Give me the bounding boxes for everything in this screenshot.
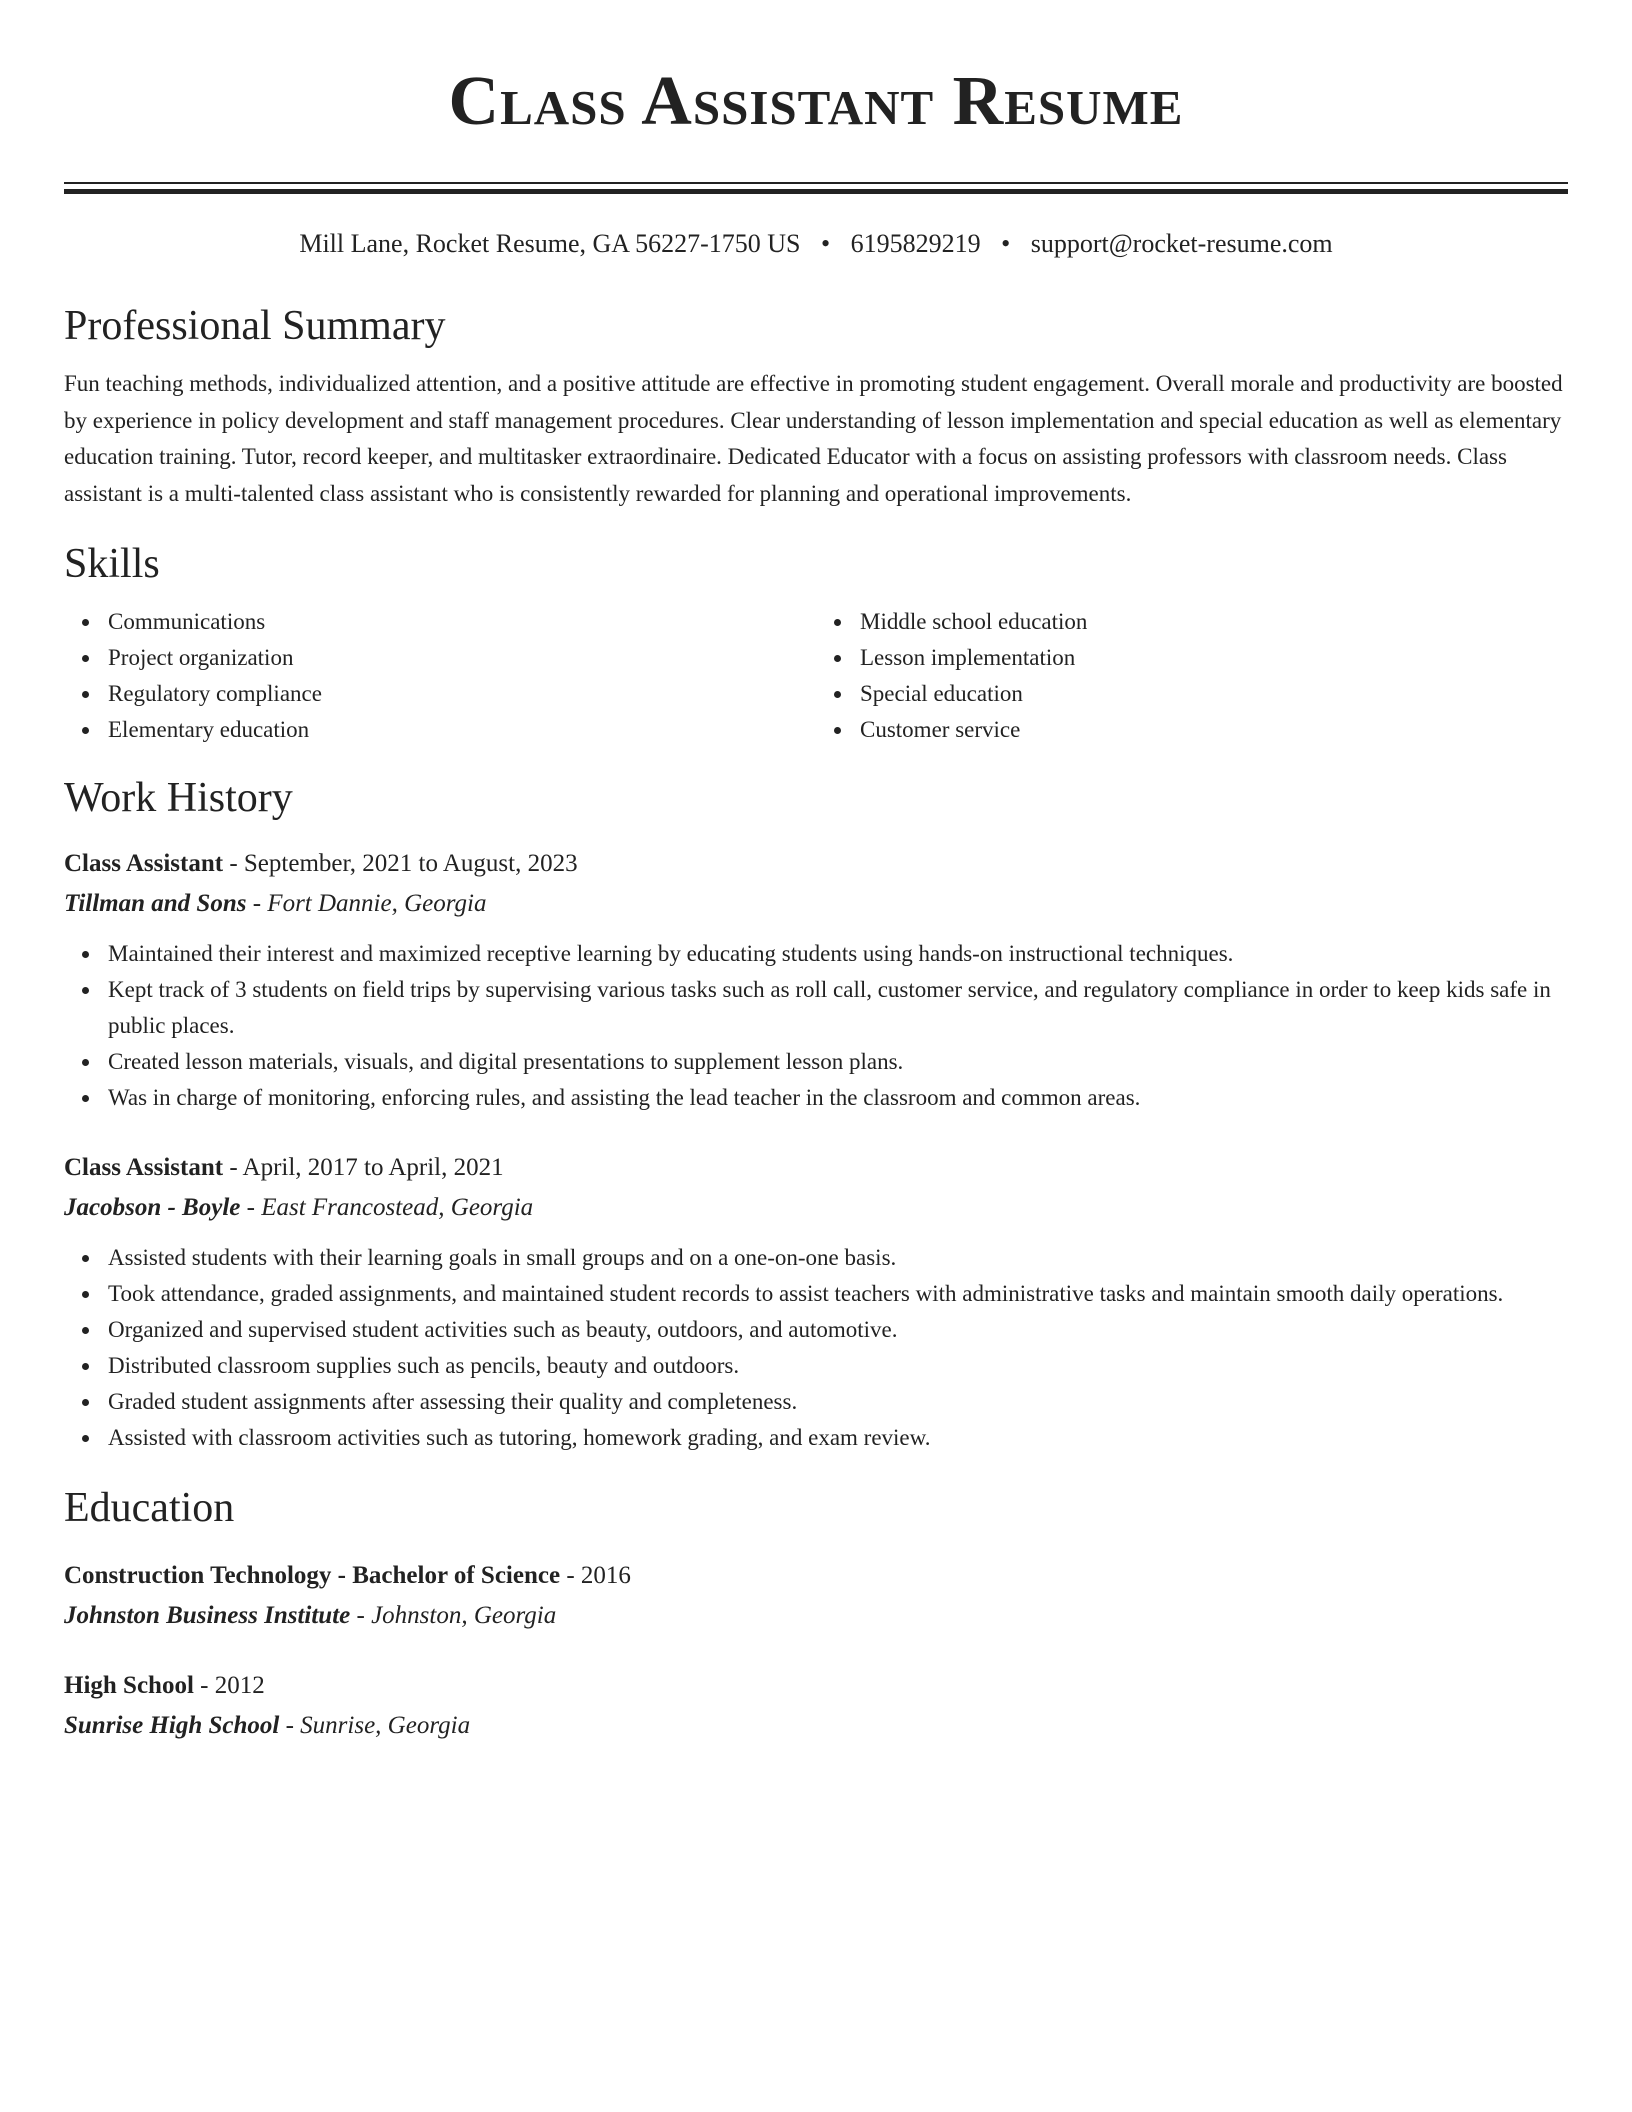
job-bullet: Distributed classroom supplies such as pencils, beauty and outdoors. bbox=[108, 1348, 1568, 1384]
job-company: Tillman and Sons bbox=[64, 890, 247, 917]
job-employer bbox=[64, 884, 1568, 924]
resume-title: Class Assistant Resume bbox=[448, 63, 1184, 140]
education-entry bbox=[64, 1556, 1568, 1636]
skill-item: Special education bbox=[860, 676, 1568, 712]
skills-section bbox=[64, 538, 1568, 748]
education-entry bbox=[64, 1666, 1568, 1746]
education-degree: Construction Technology - Bachelor of Science bbox=[64, 1562, 561, 1589]
education-degree: High School bbox=[64, 1672, 194, 1699]
skills-list-right bbox=[816, 604, 1568, 748]
job-entry bbox=[64, 1148, 1568, 1456]
education-year: - 2012 bbox=[200, 1672, 265, 1699]
contact-separator: • bbox=[821, 229, 831, 258]
skill-item: Project organization bbox=[108, 640, 816, 676]
job-header bbox=[64, 844, 1568, 884]
work-history-section bbox=[64, 772, 1568, 1456]
job-bullet: Assisted students with their learning goals in small groups and on a one-on-one basis. bbox=[108, 1240, 1568, 1276]
job-title: Class Assistant bbox=[64, 850, 224, 877]
job-bullet: Was in charge of monitoring, enforcing rules, and assisting the lead teacher in the classroom and common areas. bbox=[108, 1080, 1568, 1116]
job-bullet: Assisted with classroom activities such as tutoring, homework grading, and exam review. bbox=[108, 1420, 1568, 1456]
education-school: Johnston Business Institute bbox=[64, 1602, 351, 1629]
job-bullet: Maintained their interest and maximized receptive learning by educating students using hands-on instructional techniques. bbox=[108, 936, 1568, 972]
contact-phone: 6195829219 bbox=[850, 229, 981, 258]
education-school: Sunrise High School bbox=[64, 1712, 280, 1739]
education-section bbox=[64, 1482, 1568, 1746]
job-company: Jacobson - Boyle bbox=[64, 1194, 241, 1221]
summary-section bbox=[64, 300, 1568, 512]
job-bullet-list bbox=[64, 936, 1568, 1116]
skills-list-left bbox=[64, 604, 816, 748]
summary-heading: Professional Summary bbox=[64, 303, 446, 349]
education-location: - Sunrise, Georgia bbox=[285, 1712, 471, 1739]
job-location: - East Francostead, Georgia bbox=[246, 1194, 534, 1221]
education-heading: Education bbox=[64, 1485, 235, 1531]
job-bullet: Created lesson materials, visuals, and digital presentations to supplement lesson plans. bbox=[108, 1044, 1568, 1080]
job-header bbox=[64, 1148, 1568, 1188]
title-divider-thin bbox=[64, 182, 1568, 184]
contact-line bbox=[64, 228, 1568, 260]
education-header bbox=[64, 1666, 1568, 1706]
job-bullet: Graded student assignments after assessing their quality and completeness. bbox=[108, 1384, 1568, 1420]
education-institution bbox=[64, 1706, 1568, 1746]
education-location: - Johnston, Georgia bbox=[356, 1602, 557, 1629]
work-history-heading: Work History bbox=[64, 775, 293, 821]
job-dates: - April, 2017 to April, 2021 bbox=[229, 1154, 504, 1181]
skill-item: Communications bbox=[108, 604, 816, 640]
job-bullet: Kept track of 3 students on field trips by supervising various tasks such as roll call, customer service, and regulatory compliance in order to keep kids safe in public places. bbox=[108, 972, 1568, 1044]
job-title: Class Assistant bbox=[64, 1154, 224, 1181]
job-employer bbox=[64, 1188, 1568, 1228]
contact-address: Mill Lane, Rocket Resume, GA 56227-1750 US bbox=[299, 229, 801, 258]
skill-item: Lesson implementation bbox=[860, 640, 1568, 676]
skill-item: Regulatory compliance bbox=[108, 676, 816, 712]
summary-text: Fun teaching methods, individualized attention, and a positive attitude are effective in promoting student engagement. Overall morale and productivity are boosted by experience in policy development and staff management procedures. Clear understanding of lesson implementation and special education as well as elementary education training. Tutor, record keeper, and multitasker extraordinaire. Dedicated Educator with a focus on assisting professors with classroom needs. Class assistant is a multi-talented class assistant who is consistently rewarded for planning and operational improvements. bbox=[64, 371, 1563, 506]
skill-item: Customer service bbox=[860, 712, 1568, 748]
job-bullet: Took attendance, graded assignments, and maintained student records to assist teachers with administrative tasks and maintain smooth daily operations. bbox=[108, 1276, 1568, 1312]
contact-email: support@rocket-resume.com bbox=[1030, 229, 1333, 258]
title-divider-thick bbox=[64, 189, 1568, 194]
skill-item: Elementary education bbox=[108, 712, 816, 748]
skills-heading: Skills bbox=[64, 541, 160, 587]
job-entry bbox=[64, 844, 1568, 1116]
education-institution bbox=[64, 1596, 1568, 1636]
contact-separator: • bbox=[1001, 229, 1011, 258]
job-dates: - September, 2021 to August, 2023 bbox=[229, 850, 578, 877]
skills-columns bbox=[64, 604, 1568, 748]
job-bullet: Organized and supervised student activities such as beauty, outdoors, and automotive. bbox=[108, 1312, 1568, 1348]
education-header bbox=[64, 1556, 1568, 1596]
job-bullet-list bbox=[64, 1240, 1568, 1456]
education-year: - 2016 bbox=[566, 1562, 631, 1589]
skill-item: Middle school education bbox=[860, 604, 1568, 640]
job-location: - Fort Dannie, Georgia bbox=[252, 890, 487, 917]
